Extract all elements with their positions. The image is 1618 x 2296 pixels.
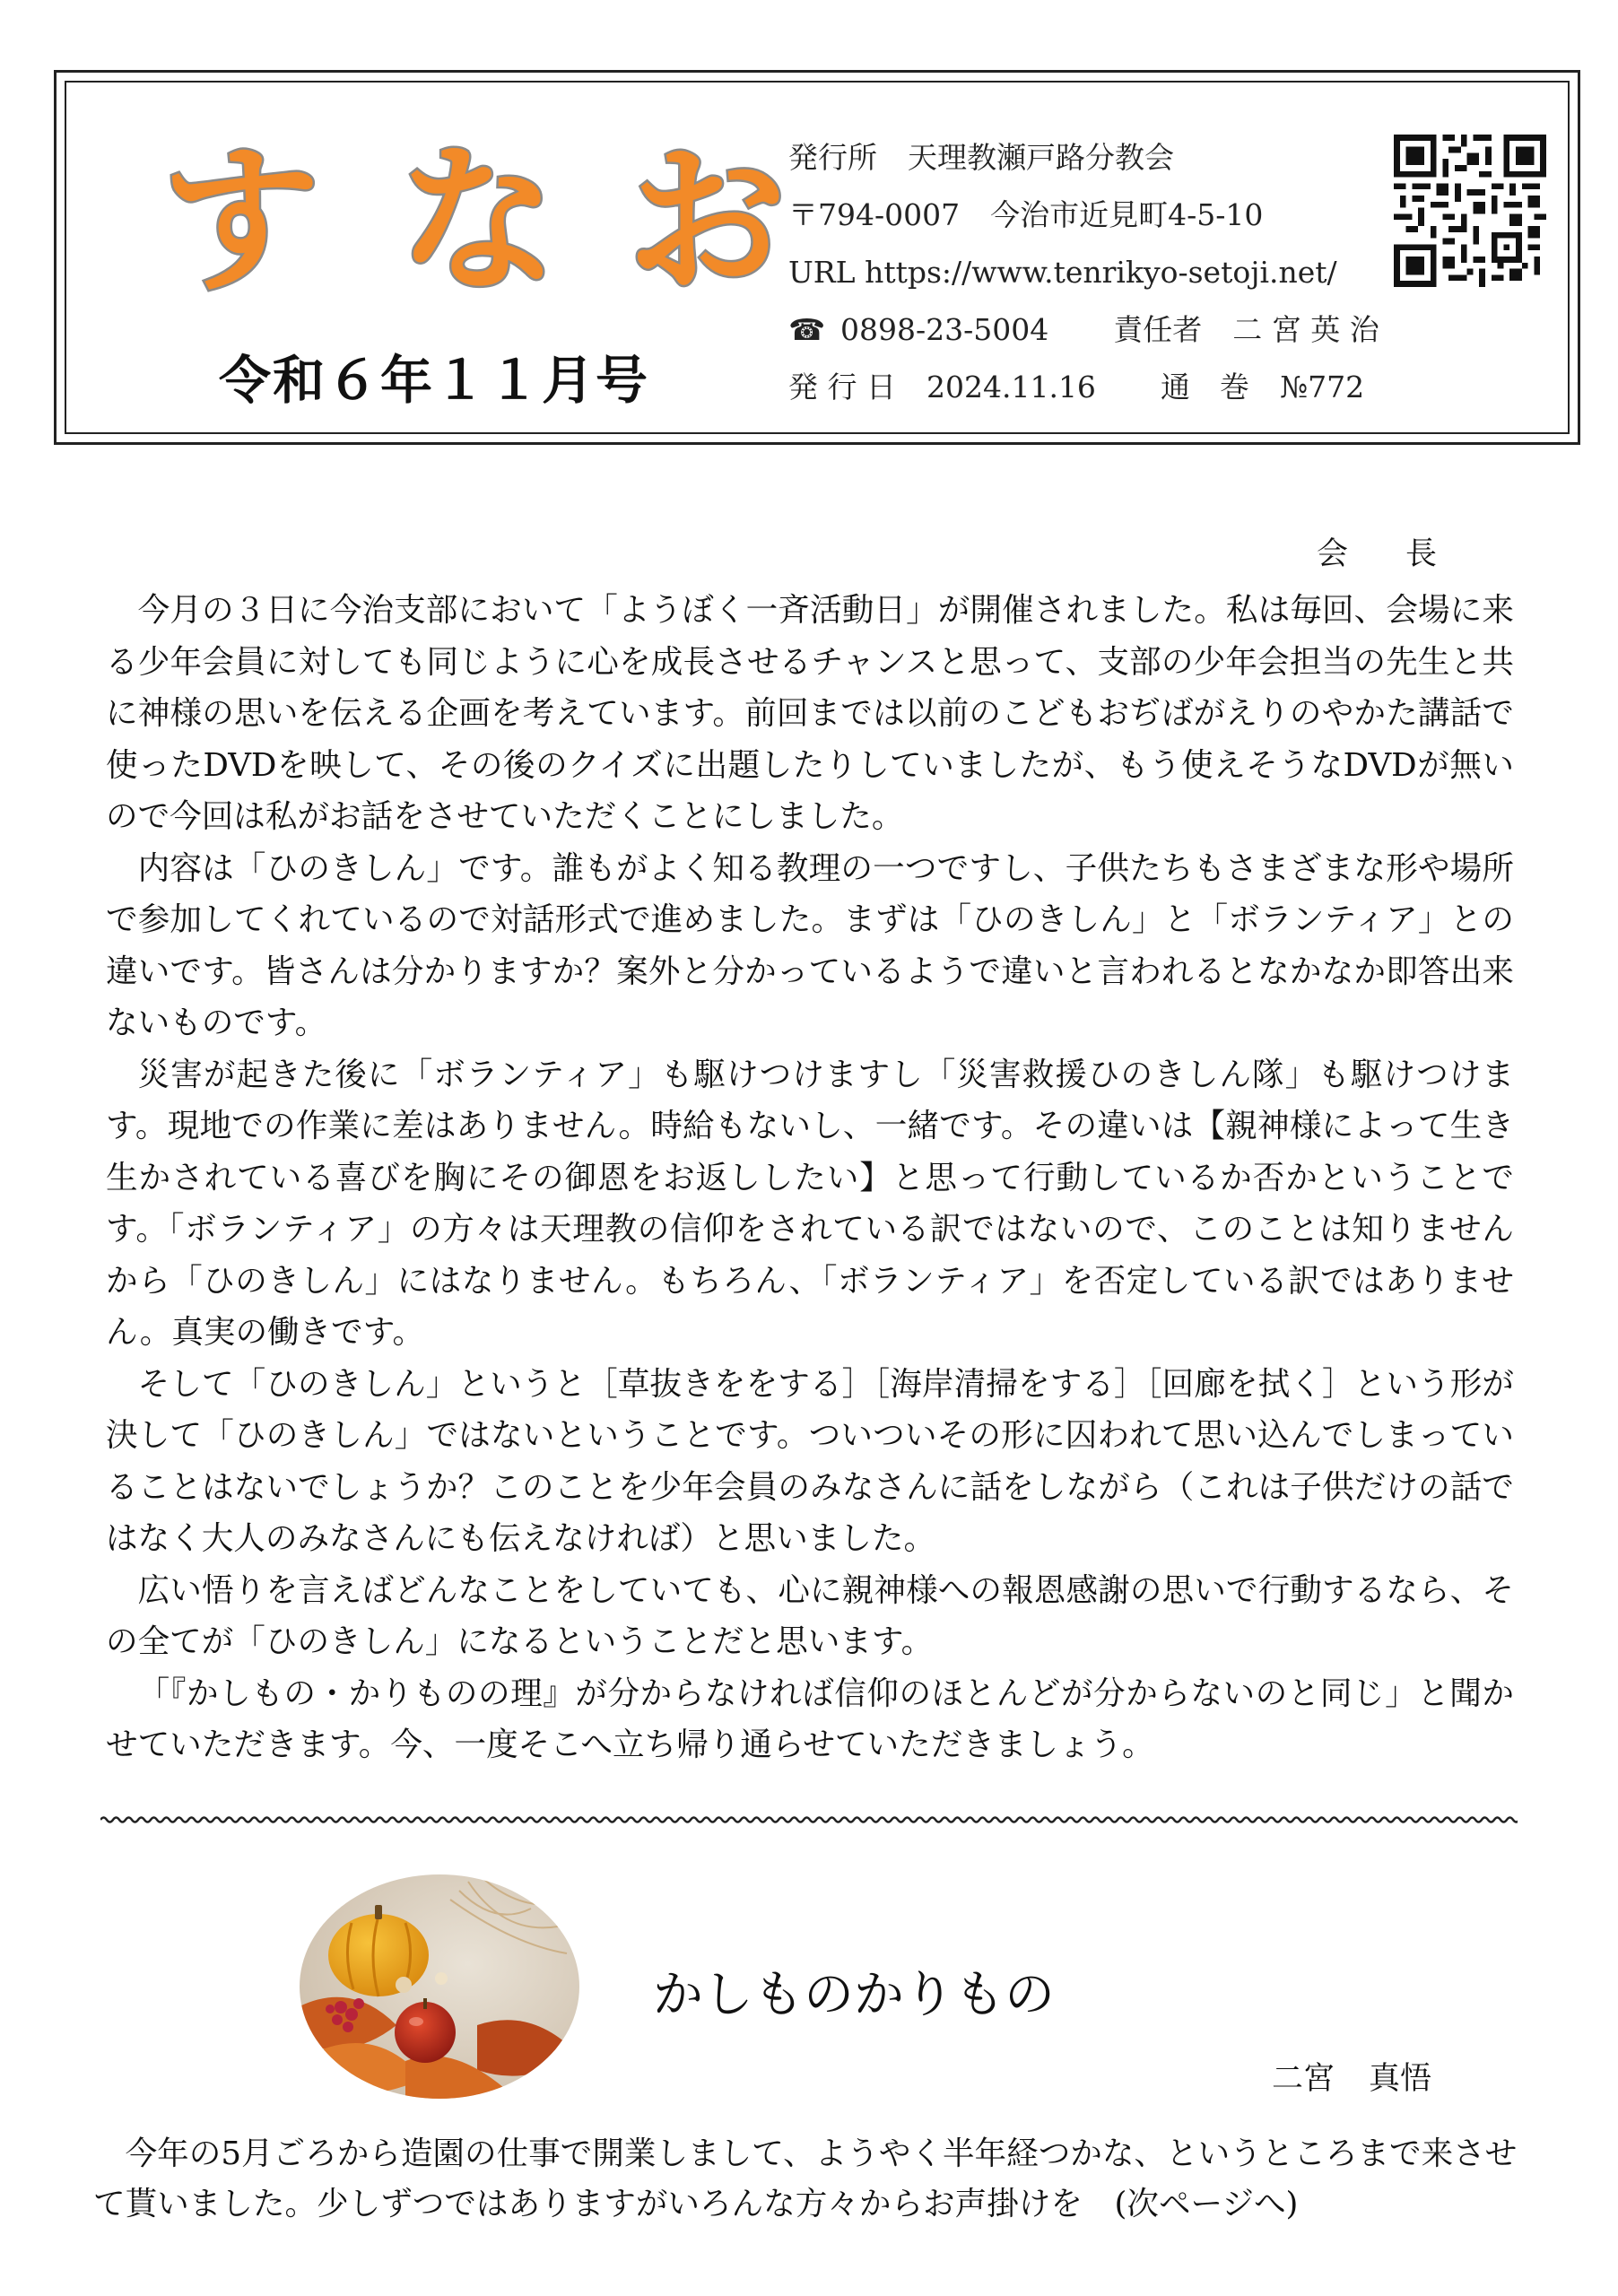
article1-author: 会長 — [1317, 536, 1495, 572]
article1-paragraph: 内容は「ひのきしん」です。誰もがよく知る教理の一つですし、子供たちもさまざまな形や場所で参加してくれているので対話形式で進めました。まずは「ひのきしん」と「ボランティア」との違いです。皆さんは分かりますか？案外と分かっているようで違いと言われるとなかなか即答出来ないものです。 — [106, 849, 1514, 1041]
author-given-name: 真悟 — [1369, 2061, 1432, 2097]
masthead — [54, 70, 1580, 445]
phone-number: 0898-23-5004 — [840, 312, 1049, 347]
phone-row — [788, 301, 1470, 359]
article1-paragraph: そして「ひのきしん」というと［草抜きををする］［海岸清掃をする］［回廊を拭く］という形が決して「ひのきしん」ではないということです。ついついその形に囚われて思い込んでしまっていることはないでしょうか？このことを少年会員のみなさんに話をしながら（これは子供だけの話ではなく大人のみなさんにも伝えなければ）と思いました。 — [106, 1365, 1514, 1557]
date-label: 発 行 日 — [788, 370, 896, 404]
issue-label: 令和６年１１月号 — [219, 350, 650, 411]
website-url[interactable]: https://www.tenrikyo-setoji.net/ — [865, 255, 1337, 290]
title-char-1: す — [161, 128, 320, 314]
article2-title: かしものかりもの — [653, 1966, 1055, 2024]
responsible-label: 責任者 — [1113, 312, 1203, 347]
wavy-divider — [100, 1812, 1518, 1828]
issue-date: 2024.11.16 — [926, 370, 1096, 404]
article1-paragraph: 「『かしもの・かりものの理』が分からなければ信仰のほとんどが分からないのと同じ」と聞かせていただきます。今、一度そこへ立ち帰り通らせていただきましょう。 — [106, 1674, 1514, 1763]
article1-paragraph: 今月の３日に今治支部において「ようぼく一斉活動日」が開催されました。私は毎回、会場に来る少年会員に対しても同じように心を成長させるチャンスと思って、支部の少年会担当の先生と共に神様の思いを伝える企画を考えています。前回までは以前のこどもおぢばがえりのやかた講話で使ったDVDを映して、その後のクイズに出題したりしていましたが、もう使えそうなDVDが無いので今回は私がお話をさせていただくことにしました。 — [106, 592, 1514, 835]
title-char-3: お — [627, 128, 787, 314]
publisher-label: 発行所 — [788, 140, 877, 175]
article2-paragraph: 今年の5月ごろから造園の仕事で開業しまして、ようやく半年経つかな、というところまで来させて貰いました。少しずつではありますがいろんな方々からお声掛けを (次ページへ) — [93, 2135, 1518, 2222]
date-row — [788, 359, 1470, 416]
address-row — [788, 187, 1470, 244]
url-row — [788, 244, 1470, 301]
article2-body — [93, 2129, 1528, 2230]
telephone-icon: ☎ — [788, 312, 826, 347]
volume-number: №772 — [1279, 370, 1365, 404]
article1-paragraph: 広い悟りを言えばどんなことをしていても、心に親神様への報恩感謝の思いで行動するなら、その全てが「ひのきしん」になるということだと思います。 — [106, 1571, 1514, 1660]
address: 今治市近見町4-5-10 — [990, 197, 1264, 232]
publication-info — [788, 129, 1470, 416]
publisher-name: 天理教瀬戸路分教会 — [908, 140, 1174, 175]
url-label: URL — [788, 255, 856, 290]
postal-code: 〒794-0007 — [788, 197, 961, 232]
article2-author — [1272, 2054, 1431, 2099]
article1-paragraph: 災害が起きた後に「ボランティア」も駆けつけますし「災害救援ひのきしん隊」も駆けつけます。現地での作業に差はありません。時給もないし、一緒です。その違いは【親神様によって生き生かされている喜びを胸にその御恩をお返ししたい】と思って行動しているか否かということです。「ボランティア」の方々は天理教の信仰をされている訳ではないので、このことは知りませんから「ひのきしん」にはなりません。もちろん、「ボランティア」を否定している訳ではありません。真実の働きです。 — [106, 1056, 1514, 1351]
newsletter-title — [161, 128, 797, 329]
author-family-name: 二宮 — [1272, 2061, 1335, 2097]
article1-body — [106, 585, 1514, 1771]
qr-code-icon[interactable] — [1394, 135, 1546, 287]
autumn-pumpkin-photo — [298, 1873, 581, 2100]
publisher-row — [788, 129, 1470, 187]
title-char-2: な — [398, 128, 558, 314]
volume-label: 通 巻 — [1160, 370, 1249, 404]
masthead-inner-border — [65, 81, 1570, 434]
responsible-name: 二 宮 英 治 — [1232, 312, 1379, 347]
